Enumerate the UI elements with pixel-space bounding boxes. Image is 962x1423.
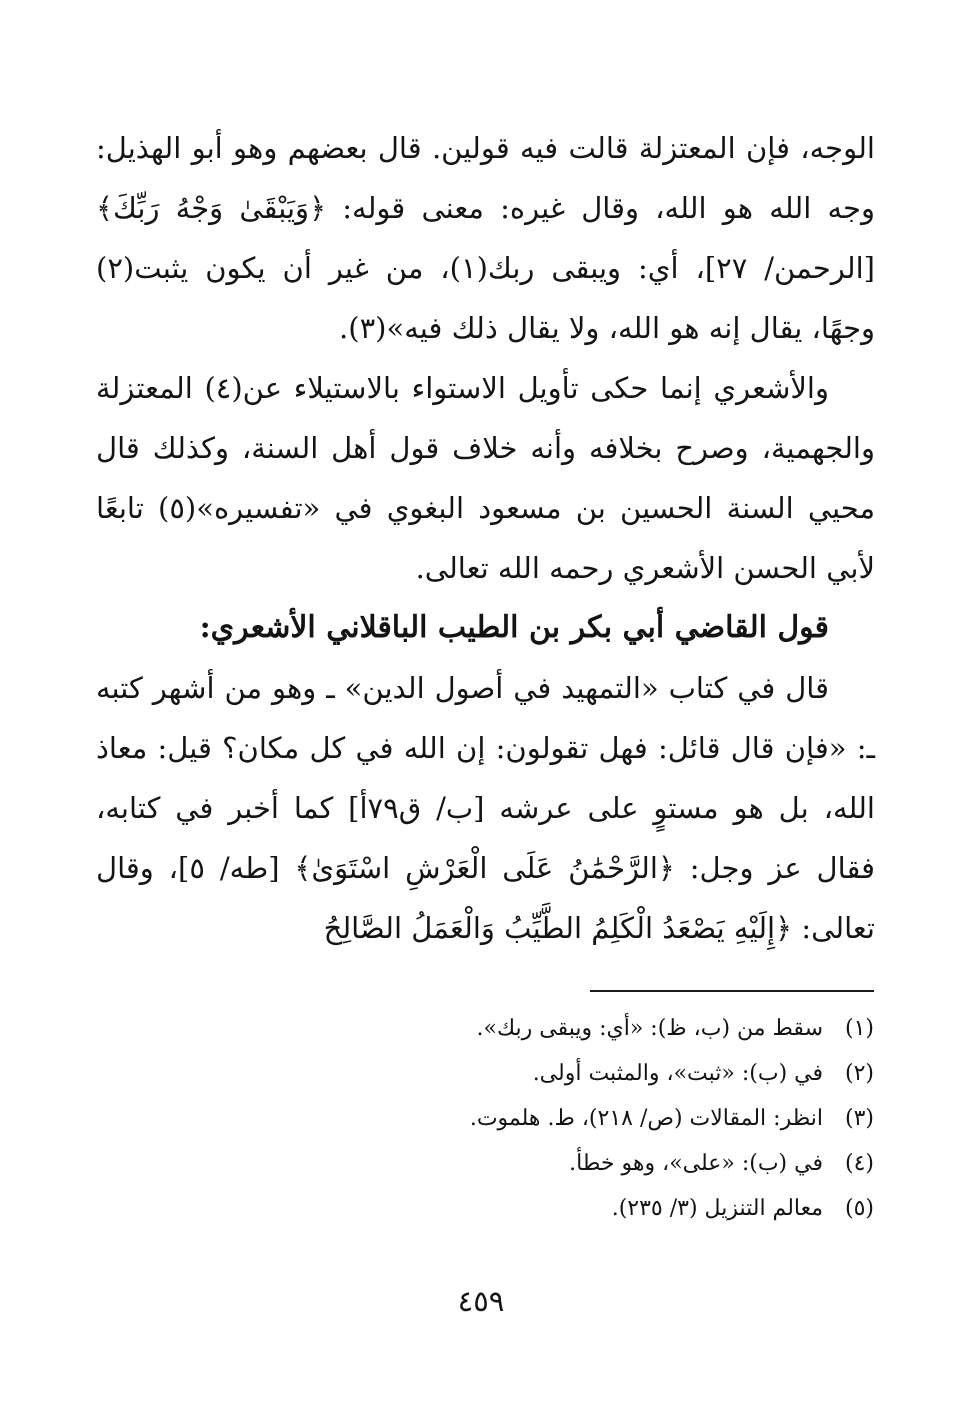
paragraph-tamhid-quote: قال في كتاب «التمهيد في أصول الدين» ـ وهو من أشهر كتبه ـ: «فإن قال قائل: فهل تقولون: إن الله في كل مكان؟ قيل: معاذ الله، بل هو مستوٍ على عرشه [ب/ ق٧٩أ] كما أخبر في كتابه، فقال عز وجل: ﴿الرَّحْمَٰنُ عَلَى الْعَرْشِ اسْتَوَىٰ﴾ [طه/ ٥]، وقال تعالى: ﴿إِلَيْهِ يَصْعَدُ الْكَلِمُ الطَّيِّبُ وَالْعَمَلُ الصَّالِحُ: [96, 671, 875, 945]
footnote-text: في (ب): «ثبت»، والمثبت أولى.: [532, 1061, 823, 1086]
footnote-1: [274, 1006, 874, 1051]
footnote-text: انظر: المقالات (ص/ ٢١٨)، ط. هلموت.: [469, 1106, 823, 1131]
main-text-block: [96, 118, 875, 958]
footnote-text: في (ب): «على»، وهو خطأ.: [569, 1151, 823, 1176]
footnote-2: [274, 1051, 874, 1096]
footnote-3: [274, 1096, 874, 1141]
footnote-text: معالم التنزيل (٣/ ٢٣٥).: [611, 1196, 823, 1221]
footnote-4: [274, 1141, 874, 1186]
footnote-number: (٣): [844, 1106, 874, 1131]
page-number: ٤٥٩: [457, 1284, 505, 1318]
footnote-number: (٤): [844, 1151, 874, 1176]
footnote-separator: [590, 990, 874, 992]
paragraph-quote-continuation: الوجه، فإن المعتزلة قالت فيه قولين. قال بعضهم وهو أبو الهذيل: وجه الله هو الله، وقال غيره: معنى قوله: ﴿وَيَبْقَىٰ وَجْهُ رَبِّكَ﴾ [الرحمن/ ٢٧]، أي: ويبقى ربك(١)، من غير أن يكون يثبت(٢) وجهًا، يقال إنه هو الله، ولا يقال ذلك فيه»(٣).: [96, 131, 876, 345]
section-heading-baqillani: قول القاضي أبي بكر بن الطيب الباقلاني الأشعري:: [199, 610, 829, 645]
footnote-number: (١): [844, 1016, 874, 1041]
footnote-number: (٢): [844, 1061, 874, 1086]
footnote-5: [274, 1186, 874, 1231]
footnote-text: سقط من (ب، ظ): «أي: ويبقى ربك».: [476, 1016, 823, 1041]
paragraph-ashari-istiwa: والأشعري إنما حكى تأويل الاستواء بالاستيلاء عن(٤) المعتزلة والجهمية، وصرح بخلافه وأنه خلاف قول أهل السنة، وكذلك قال محيي السنة الحسين بن مسعود البغوي في «تفسيره»(٥) تابعًا لأبي الحسن الأشعري رحمه الله تعالى.: [96, 371, 876, 585]
footnotes-list: [274, 1006, 874, 1231]
footnote-number: (٥): [844, 1196, 874, 1221]
